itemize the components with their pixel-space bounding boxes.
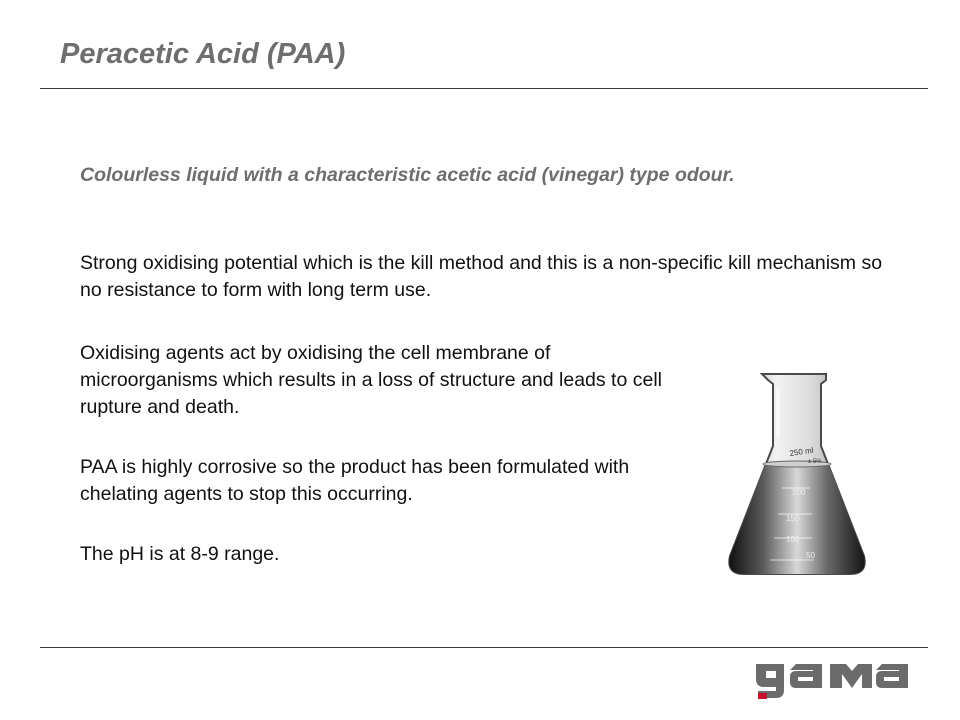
gama-logo (752, 660, 922, 700)
paragraph-corrosive: PAA is highly corrosive so the product has been formulated with chelating agents to stop this occurring. (80, 456, 630, 505)
paragraph-oxidising-potential: Strong oxidising potential which is the kill method and this is a non-specific kill mechanism so no resistance to form with long term use. (80, 252, 883, 301)
flask-graduation-100: 100 (786, 535, 800, 544)
slide-title: Peracetic Acid (PAA) (60, 38, 346, 70)
flask-graduation-150: 150 (786, 514, 800, 523)
erlenmeyer-flask-icon (722, 368, 872, 580)
flask-capacity-label: 250 ml (789, 445, 815, 458)
bottom-divider (40, 647, 928, 648)
intro-text: Colourless liquid with a characteristic acetic acid (vinegar) type odour. (80, 164, 735, 186)
paragraph-oxidising-agents: Oxidising agents act by oxidising the cell membrane of microorganisms which results in a loss of structure and leads to cell rupture and death. (80, 342, 662, 418)
flask-graduation-50: 50 (806, 551, 815, 560)
flask-tolerance-label: ± 5% (808, 459, 822, 465)
top-divider (40, 88, 928, 89)
paragraph-ph: The pH is at 8-9 range. (80, 543, 280, 565)
flask-graduation-200: 200 (792, 488, 806, 497)
